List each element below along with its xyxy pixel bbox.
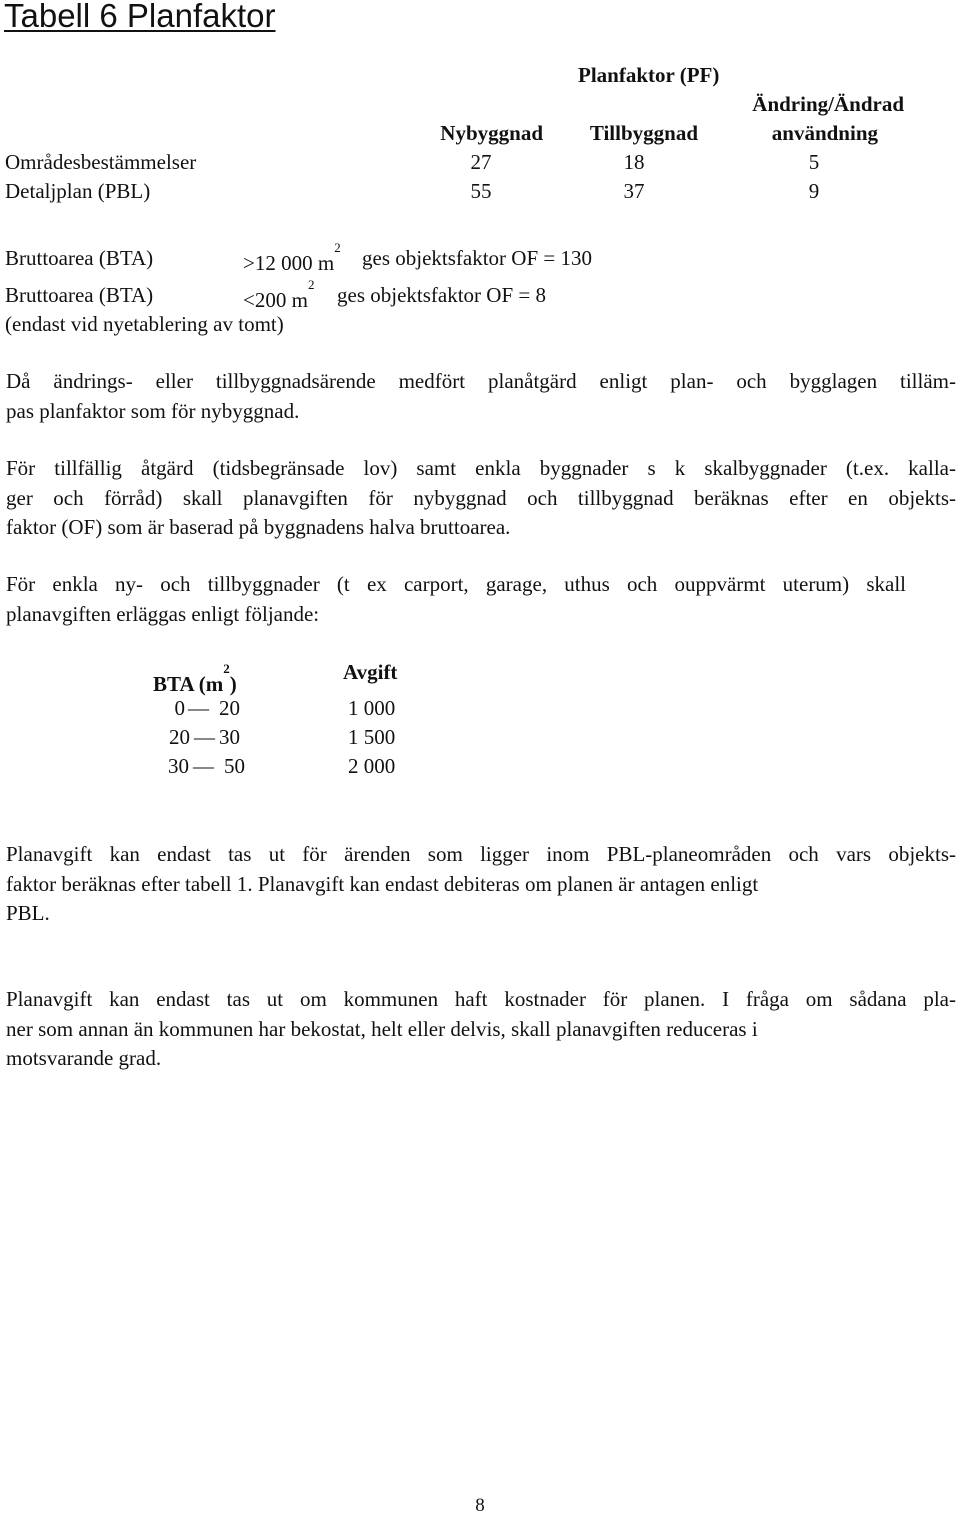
bta-from: 30 [168, 754, 189, 778]
gross-area-result: ges objektsfaktor OF = 8 [337, 283, 546, 307]
column-header-anvandning: användning [771, 121, 878, 145]
fee-header-bta-text: BTA (m [153, 672, 224, 696]
paragraph-line: pas planfaktor som för nybyggnad. [6, 398, 300, 423]
paragraph-line: faktor (OF) som är baserad på byggnadens halva bruttoarea. [6, 515, 511, 539]
paragraph-line: ner som annan än kommunen har bekostat, helt eller delvis, skall planavgiften reduceras i [6, 1016, 758, 1041]
bta-dash: — [188, 696, 209, 720]
bta-dash: — [194, 725, 215, 749]
paragraph-line: Planavgift kan endast tas ut för ärenden som ligger inom PBL-planeområden och vars objekts- [6, 842, 956, 866]
gross-area-result: ges objektsfaktor OF = 130 [362, 246, 592, 270]
square-exponent: 2 [307, 277, 315, 292]
bta-from: 0 [174, 696, 185, 720]
paragraph-line: motsvarande grad. [6, 1046, 162, 1070]
paragraph [6, 840, 956, 929]
paragraph-line: faktor beräknas efter tabell 1. Planavgift kan endast debiteras om planen är antagen enligt [6, 871, 759, 896]
bta-dash: — [193, 754, 214, 778]
square-exponent: 2 [334, 240, 341, 255]
value-andring: 9 [808, 179, 820, 203]
paragraph-line: Då ändrings- eller tillbyggnadsärende medfört planåtgärd enligt plan- och bygglagen tilläm- [6, 369, 956, 393]
paragraph [6, 570, 906, 629]
gross-area-condition [243, 240, 341, 275]
bta-to: 30 [219, 725, 240, 749]
value-andring: 5 [808, 150, 820, 174]
column-header-tillbyggnad: Tillbyggnad [589, 121, 698, 145]
bta-to: 50 [224, 754, 245, 778]
fee-header-bta-close: ) [229, 672, 237, 696]
fee-header-bta [153, 661, 237, 696]
page-number: 8 [475, 1495, 485, 1516]
square-exponent: 2 [223, 661, 230, 676]
fee-amount: 1 000 [348, 696, 396, 720]
value-tillbyggnad: 37 [623, 179, 645, 203]
fee-header-avgift: Avgift [343, 660, 398, 684]
bta-to: 20 [219, 696, 240, 720]
paragraph-line: planavgiften erläggas enligt följande: [6, 601, 320, 626]
paragraph-line: Planavgift kan endast tas ut om kommunen haft kostnader för planen. I fråga om sådana pla- [6, 987, 956, 1011]
page-title: Tabell 6 Planfaktor [4, 0, 276, 34]
gross-area-label: Bruttoarea (BTA) [5, 246, 154, 270]
paragraph [6, 985, 956, 1074]
paragraph-line: PBL. [6, 901, 50, 925]
value-nybyggnad: 55 [470, 179, 492, 203]
gross-area-condition-text: >12 000 m [243, 251, 335, 275]
fee-amount: 2 000 [348, 754, 396, 778]
row-label: Detaljplan (PBL) [5, 179, 151, 203]
column-header-nybyggnad: Nybyggnad [440, 121, 543, 145]
row-label: Områdesbestämmelser [5, 150, 197, 174]
paragraph [6, 454, 956, 543]
gross-area-condition-text: <200 m [243, 288, 308, 312]
paragraph-line: För tillfällig åtgärd (tidsbegränsade lov) samt enkla byggnader s k skalbyggnader (t.ex. kalla- [6, 456, 956, 480]
column-header-andring: Ändring/Ändrad [752, 92, 904, 116]
value-nybyggnad: 27 [470, 150, 492, 174]
gross-area-note: (endast vid nyetablering av tomt) [5, 312, 284, 336]
paragraph-line: ger och förråd) skall planavgiften för nybyggnad och tillbyggnad beräknas efter en objekts- [6, 485, 956, 510]
value-tillbyggnad: 18 [623, 150, 645, 174]
paragraph-line: För enkla ny- och tillbyggnader (t ex carport, garage, uthus och ouppvärmt uterum) skall [6, 572, 906, 596]
bta-from: 20 [169, 725, 190, 749]
gross-area-condition [243, 277, 315, 312]
planfaktor-group-header: Planfaktor (PF) [578, 63, 720, 87]
paragraph [6, 367, 956, 426]
gross-area-label: Bruttoarea (BTA) [5, 283, 154, 307]
fee-amount: 1 500 [348, 725, 396, 749]
